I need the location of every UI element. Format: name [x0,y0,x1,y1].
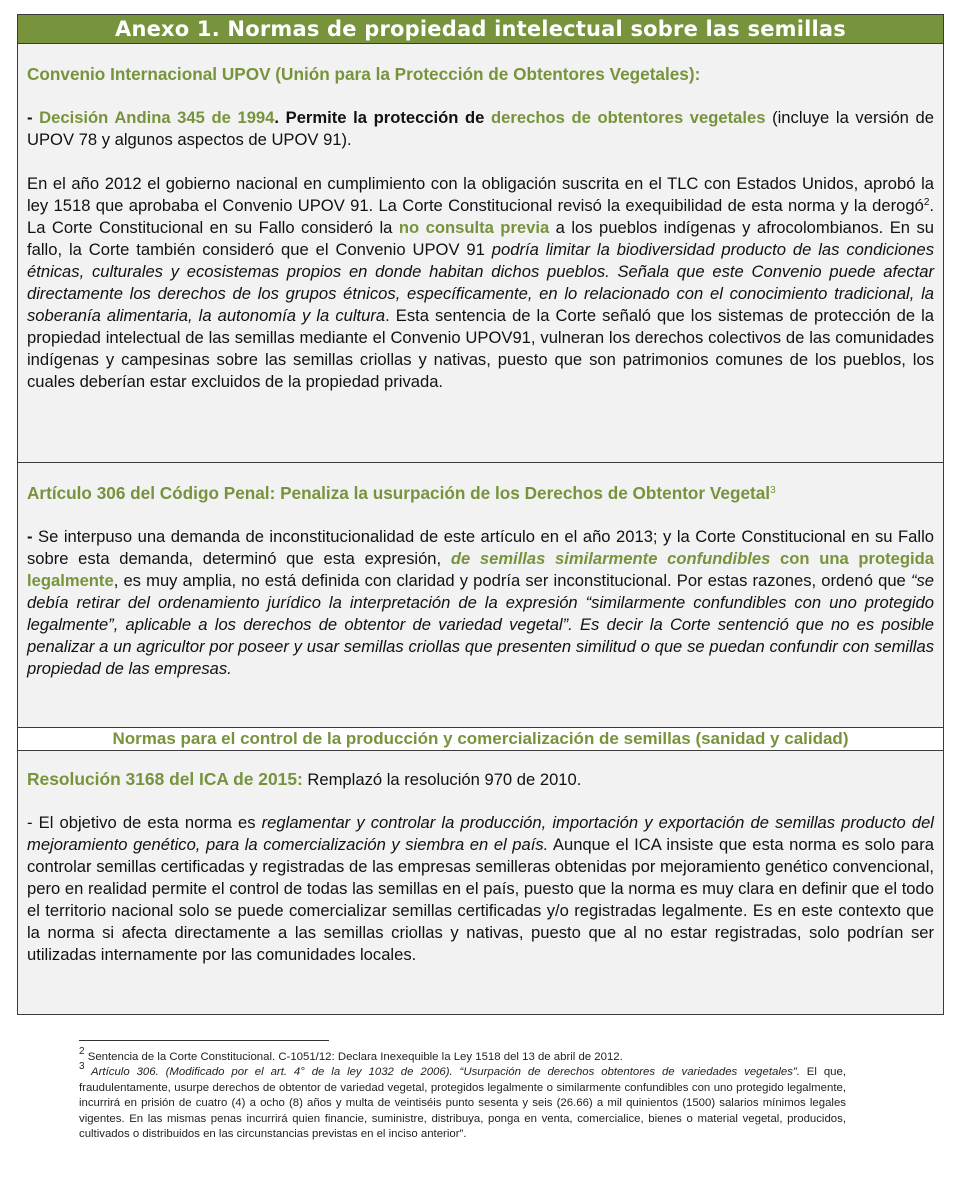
highlight-semillas-confundibles: de semillas similarmente confundibles [450,549,771,568]
annex-table [17,14,944,1015]
paragraph-decision-andina: - Decisión Andina 345 de 1994. Permite la protección de derechos de obtentores vegetales (incluye la versión de UPOV 78 y algunos aspectos de UPOV 91). [27,108,934,149]
section-heading-articulo-306: Artículo 306 del Código Penal: Penaliza la usurpación de los Derechos de Obtentor Vegetal$^3$ [27,483,776,503]
section-resolucion-3168 [18,751,943,1014]
section-upov [18,44,943,463]
quote-corte-upov: podría limitar la biodiversidad producto de las condiciones étnicas, culturales y ecosistemas propios en donde habitan dichos pueblos. Señala que este Convenio puede afectar directamente los derechos de los grupos étnicos, específicamente, en lo relacionado con el conocimiento tradicional, la soberanía alimentaria, la autonomía y la cultura [27,240,934,325]
footnote-ref-2: 2 [923,197,930,208]
section-heading-upov: Convenio Internacional UPOV (Unión para la Protección de Obtentores Vegetales): [27,64,701,84]
highlight-no-consulta-previa: no consulta previa [398,218,550,237]
footnotes [79,1046,846,1142]
highlight-derechos-obtentores: derechos de obtentores vegetales [491,108,766,127]
footnote-3: $^3$ Artículo 306. (Modificado por el art. 4° de la ley 1032 de 2006). “Usurpación de derechos obtentores de variedades vegetales”. El que, fraudulentamente, usurpe derechos de obtentor de variedad vegetal, protegidos legalmente o similarmente confundibles con uno protegido legalmente, incurrirá en prisión de cuatro (4) a ocho (8) años y multa de veintiséis punto sesenta y seis (26.66) a mil quinientos (1500) salarios mínimos legales vigentes. En las mismas penas incurrirá quien financie, suministre, distribuya, ponga en venta, comercialice, bienes o material vegetal, producidos, cultivados o distribuidos en las circunstancias previstas en el inciso anterior”. [79,1061,846,1141]
link-decision-andina: Decisión Andina 345 de 1994 [39,108,275,127]
paragraph-objetivo-norma: - El objetivo de esta norma es reglamentar y controlar la producción, importación y exportación de semillas producto del mejoramiento genético, para la comercialización y siembra en el país. Aunque el ICA insiste que esta norma es solo para controlar semillas certificadas y registradas de las empresas semilleras obtenidas por mejoramiento genético convencional, pero en realidad permite el control de todas las semillas en el país, puesto que la norma es muy clara en definir que el todo el territorio nacional solo se puede comercializar semillas certificadas y/o registradas legalmente. Es en este contexto que la norma si afecta directamente a las semillas criollas y nativas, puesto que al no estar registradas, solo podrían ser utilizadas internamente por las comunidades locales. [27,813,935,964]
footnote-2: $^2$ Sentencia de la Corte Constitucional. C-1051/12: Declara Inexequible la Ley 1518 del 13 de abril de 2012. [79,1046,623,1063]
section-heading-control: Normas para el control de la producción y comercialización de semillas (sanidad y calidad) [18,728,943,751]
section-heading-resolucion: Resolución 3168 del ICA de 2015: Remplazó la resolución 970 de 2010. [27,769,582,789]
quote-objetivo: reglamentar y controlar la producción, importación y exportación de semillas producto del mejoramiento genético, para la comercialización y siembra en el país. [27,813,934,854]
paragraph-demanda-inconstitucionalidad: - Se interpuso una demanda de inconstitucionalidad de este artículo en el año 2013; y la Corte Constitucional en su Fallo sobre esta demanda, determinó que esta expresión, de semillas similarmente confundibles con una protegida legalmente, es muy amplia, no está definida con claridad y podría ser inconstitucional. Por estas razones, ordenó que “se debía retirar del ordenamiento jurídico la interpretación de la expresión “similarmente confundibles con uno protegido legalmente”, aplicable a los derechos de obtentor de variedad vegetal”. Es decir la Corte sentenció que no es posible penalizar a un agricultor por poseer y usar semillas criollas que presenten similitud o que se puedan confundir con semillas propiedad de las empresas. [27,527,934,678]
quote-corte-306: “se debía retirar del ordenamiento jurídico la interpretación de la expresión “similarmente confundibles con uno protegido legalmente”, aplicable a los derechos de obtentor de variedad vegetal”. Es decir la Corte sentenció que no es posible penalizar a un agricultor por poseer y usar semillas criollas que presenten similitud o que se puedan confundir con semillas propiedad de las empresas. [27,571,934,678]
footnote-ref-3: 3 [770,485,776,496]
paragraph-ley-1518: En el año 2012 el gobierno nacional en cumplimiento con la obligación suscrita en el TLC con Estados Unidos, aprobó la ley 1518 que aprobaba el Convenio UPOV 91. La Corte Constitucional revisó la exequibilidad de esta norma y la derogó$^2$. La Corte Constitucional en su Fallo consideró la no consulta previa a los pueblos indígenas y afrocolombianos. En su fallo, la Corte también consideró que el Convenio UPOV 91 podría limitar la biodiversidad producto de las condiciones étnicas, culturales y ecosistemas propios en donde habitan dichos pueblos. Señala que este Convenio puede afectar directamente los derechos de los grupos étnicos, específicamente, en lo relacionado con el conocimiento tradicional, la soberanía alimentaria, la autonomía y la cultura. Esta sentencia de la Corte señaló que los sistemas de protección de la propiedad intelectual de las semillas mediante el Convenio UPOV91, vulneran los derechos colectivos de las comunidades indígenas y campesinas sobre las semillas criollas y nativas, puesto que son patrimonios comunes de los pueblos, los cuales deberían estar excluidos de la propiedad privada. [27,174,934,391]
annex-title: Anexo 1. Normas de propiedad intelectual sobre las semillas [18,15,943,44]
highlight-protegida-legalmente: con una protegida legalmente [27,549,934,590]
section-articulo-306 [18,463,943,728]
footnote-separator [79,1040,329,1041]
